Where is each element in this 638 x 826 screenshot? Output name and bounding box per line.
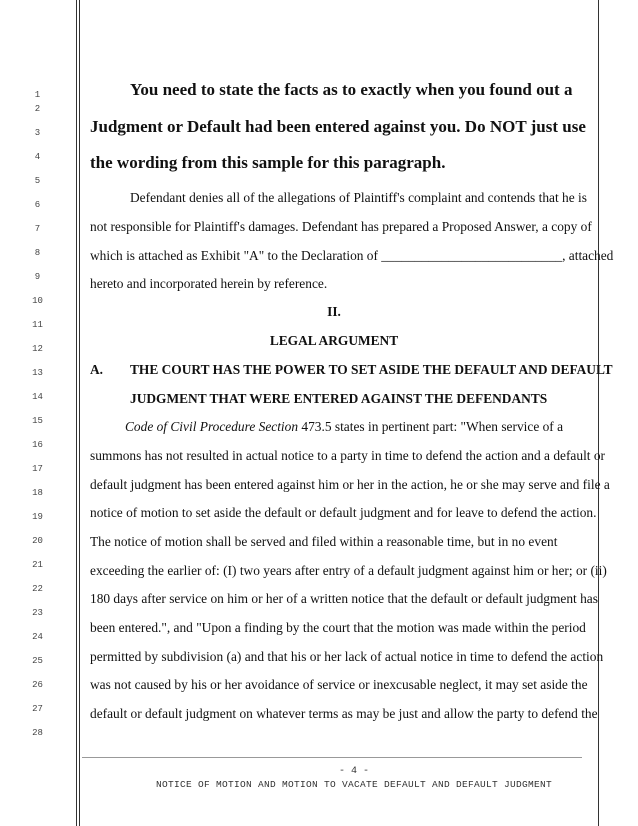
section-title: LEGAL ARGUMENT: [269, 333, 399, 348]
section-number: II.: [327, 304, 341, 319]
line-number: 1: [34, 90, 41, 100]
right-margin-rule: [598, 0, 599, 826]
line-number: 14: [32, 392, 43, 402]
line-number: 25: [32, 656, 43, 666]
left-margin-rule-1: [76, 0, 77, 826]
line-number: 18: [32, 488, 43, 498]
paragraph-line: which is attached as Exhibit "A" to the Declaration of ___________________________, attached: [90, 248, 614, 263]
line-number: 8: [34, 248, 41, 258]
line-number: 4: [34, 152, 41, 162]
paragraph-line: been entered.", and "Upon a finding by the court that the motion was made within the period: [90, 620, 586, 635]
line-number: 24: [32, 632, 43, 642]
instruction-line-1: You need to state the facts as to exactly when you found out a: [130, 80, 573, 99]
line-number: 12: [32, 344, 43, 354]
line-number: 16: [32, 440, 43, 450]
heading-a-line-1: THE COURT HAS THE POWER TO SET ASIDE THE DEFAULT AND DEFAULT: [130, 362, 613, 377]
paragraph-line: was not caused by his or her avoidance of service or inexcusable neglect, it may set aside the: [90, 677, 588, 692]
paragraph-line: 180 days after service on him or her of a written notice that the default or default judgment has: [90, 591, 598, 606]
line-number: 28: [32, 728, 43, 738]
paragraph-line: permitted by subdivision (a) and that his or her lack of actual notice in time to defend the action: [90, 649, 604, 664]
instruction-line-2: Judgment or Default had been entered against you. Do NOT just use: [90, 117, 586, 136]
paragraph-line: [125, 419, 563, 435]
statute-citation: Code of Civil Procedure Section: [125, 419, 299, 434]
line-number: 22: [32, 584, 43, 594]
paragraph-line: Defendant denies all of the allegations of Plaintiff's complaint and contends that he is: [130, 190, 587, 205]
footer-title: NOTICE OF MOTION AND MOTION TO VACATE DEFAULT AND DEFAULT JUDGMENT: [155, 779, 553, 790]
line-number: 17: [32, 464, 43, 474]
paragraph-line: exceeding the earlier of: (I) two years after entry of a default judgment against him or her; or (ii): [90, 563, 607, 578]
line-number: 5: [34, 176, 41, 186]
line-number: 6: [34, 200, 41, 210]
line-number: 19: [32, 512, 43, 522]
line-number: 27: [32, 704, 43, 714]
line-number: 20: [32, 536, 43, 546]
line-number: 10: [32, 296, 43, 306]
paragraph-line: hereto and incorporated herein by reference.: [90, 276, 328, 291]
paragraph-line: notice of motion to set aside the default or default judgment and for leave to defend the action.: [90, 505, 597, 520]
paragraph-line: default or default judgment on whatever terms as may be just and allow the party to defend the: [90, 706, 598, 721]
line-number: 11: [32, 320, 43, 330]
left-margin-rule-2: [79, 0, 80, 826]
line-number: 2: [34, 104, 41, 114]
line-number: 23: [32, 608, 43, 618]
heading-a-line-2: JUDGMENT THAT WERE ENTERED AGAINST THE DEFENDANTS: [130, 391, 548, 406]
line-number: 26: [32, 680, 43, 690]
paragraph-line: default judgment has been entered against him or her in the action, he or she may serve and file a: [90, 477, 610, 492]
heading-a-letter: A.: [90, 362, 104, 377]
paragraph-text: 473.5 states in pertinent part: "When service of a: [298, 419, 564, 434]
line-number: 9: [34, 272, 41, 282]
line-number: 3: [34, 128, 41, 138]
line-number: 7: [34, 224, 41, 234]
paragraph-line: not responsible for Plaintiff's damages. Defendant has prepared a Proposed Answer, a copy of: [90, 219, 592, 234]
line-number: 15: [32, 416, 43, 426]
footer-rule: [82, 757, 582, 758]
paragraph-line: The notice of motion shall be served and filed within a reasonable time, but in no event: [90, 534, 558, 549]
instruction-line-3: the wording from this sample for this paragraph.: [90, 153, 446, 172]
paragraph-line: summons has not resulted in actual notice to a party in time to defend the action and a default or: [90, 448, 606, 463]
line-number: 21: [32, 560, 43, 570]
line-number: 13: [32, 368, 43, 378]
page-number: - 4 -: [338, 766, 369, 777]
